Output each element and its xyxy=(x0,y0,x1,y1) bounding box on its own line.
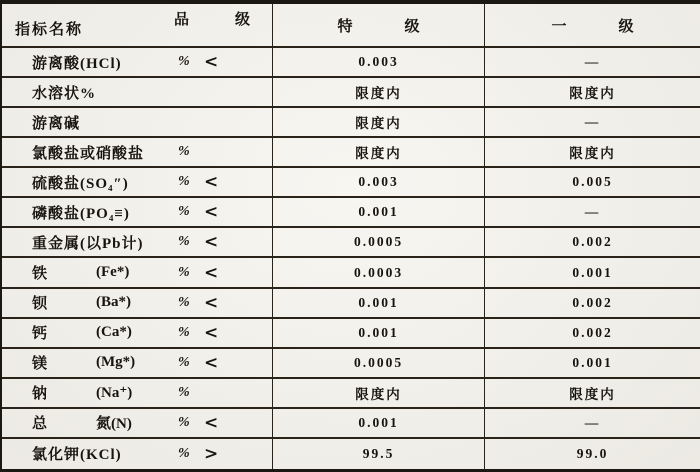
indicator-cell xyxy=(2,439,273,469)
header-corner-cell xyxy=(2,4,296,46)
comparator-sign: < xyxy=(204,412,219,433)
indicator-name: 钠 xyxy=(32,386,49,403)
special-grade-value: 限度内 xyxy=(273,108,485,136)
first-grade-value: — xyxy=(584,414,601,430)
special-grade-value: 0.001 xyxy=(273,409,485,437)
comparator-sign: > xyxy=(204,443,219,464)
comparator-sign: < xyxy=(204,232,219,253)
special-grade-value: 限度内 xyxy=(273,138,485,166)
special-grade-value: 0.001 xyxy=(273,198,485,226)
special-grade-value: 0.0003 xyxy=(273,258,485,286)
table-row xyxy=(2,48,700,78)
percent-unit: % xyxy=(178,144,190,160)
indicator-cell xyxy=(2,258,273,286)
first-grade-value: 0.002 xyxy=(572,294,613,310)
first-grade-value: 0.001 xyxy=(572,354,613,370)
table-row xyxy=(2,78,700,108)
comparator-sign: < xyxy=(204,262,219,283)
chemical-formula: (Na⁺) xyxy=(96,385,133,402)
indicator-name: 游离酸(HCl) xyxy=(32,55,122,72)
indicator-cell xyxy=(2,349,273,377)
header-first-grade-cell xyxy=(485,4,700,46)
indicator-name: 总 xyxy=(32,416,49,433)
first-grade-value: 99.0 xyxy=(576,445,609,461)
indicator-cell xyxy=(2,319,273,347)
first-grade-value: 0.002 xyxy=(572,234,613,250)
indicator-name: 硫酸盐(SO₄″) xyxy=(32,175,129,192)
percent-unit: % xyxy=(178,264,190,280)
indicator-name: 水溶状% xyxy=(32,85,97,102)
header-special-grade-cell xyxy=(273,4,485,46)
special-grade-value: 0.001 xyxy=(273,319,485,347)
comparator-sign: < xyxy=(204,202,219,223)
header-grade-group-label: 品级 xyxy=(173,12,296,28)
indicator-name: 重金属(以Pb计) xyxy=(32,235,144,252)
first-grade-value: 0.001 xyxy=(572,264,613,280)
table-row xyxy=(2,198,700,228)
percent-unit: % xyxy=(178,54,190,70)
percent-unit: % xyxy=(178,384,190,400)
indicator-cell xyxy=(2,78,273,106)
indicator-cell xyxy=(2,108,273,136)
first-grade-label: 一级 xyxy=(551,18,686,35)
indicator-name: 铁 xyxy=(32,266,49,283)
chemical-formula: (Fe*) xyxy=(96,264,130,281)
special-grade-value: 0.003 xyxy=(273,168,485,196)
indicator-cell xyxy=(2,168,273,196)
special-grade-value: 0.0005 xyxy=(273,228,485,256)
special-grade-value: 99.5 xyxy=(273,439,485,469)
first-grade-value: 0.002 xyxy=(572,324,613,340)
percent-unit: % xyxy=(178,324,190,340)
first-grade-value: — xyxy=(584,54,601,70)
table-row xyxy=(2,379,700,409)
table-row xyxy=(2,349,700,379)
percent-unit: % xyxy=(178,204,190,220)
indicator-name: 氯酸盐或硝酸盐 xyxy=(32,145,145,162)
table-header-row xyxy=(2,4,700,48)
table-row xyxy=(2,289,700,319)
percent-unit: % xyxy=(178,445,190,461)
indicator-cell xyxy=(2,379,273,407)
indicator-name: 游离碱 xyxy=(32,115,81,132)
special-grade-value: 限度内 xyxy=(273,379,485,407)
table-row xyxy=(2,138,700,168)
table-row xyxy=(2,168,700,198)
percent-unit: % xyxy=(178,174,190,190)
first-grade-value: 0.005 xyxy=(572,174,613,190)
special-grade-value: 0.003 xyxy=(273,48,485,76)
indicator-cell xyxy=(2,409,273,437)
special-grade-label: 特级 xyxy=(337,18,472,35)
indicator-cell xyxy=(2,228,273,256)
indicator-cell xyxy=(2,138,273,166)
first-grade-value: — xyxy=(584,204,601,220)
percent-unit: % xyxy=(178,294,190,310)
table-row xyxy=(2,108,700,138)
comparator-sign: < xyxy=(204,322,219,343)
first-grade-value: 限度内 xyxy=(569,146,616,162)
chemical-formula: (Mg*) xyxy=(96,354,136,371)
indicator-name: 钙 xyxy=(32,326,49,343)
comparator-sign: < xyxy=(204,292,219,313)
table-row xyxy=(2,439,700,469)
table-row xyxy=(2,228,700,258)
chemical-formula: 氮(N) xyxy=(96,416,132,433)
percent-unit: % xyxy=(178,354,190,370)
chemical-formula: (Ba*) xyxy=(96,294,131,311)
indicator-name: 镁 xyxy=(32,356,49,373)
first-grade-value: 限度内 xyxy=(569,86,616,102)
chemical-formula: (Ca*) xyxy=(96,324,132,341)
table-row xyxy=(2,258,700,288)
comparator-sign: < xyxy=(204,352,219,373)
indicator-cell xyxy=(2,198,273,226)
comparator-sign: < xyxy=(204,52,219,73)
special-grade-value: 0.001 xyxy=(273,289,485,317)
indicator-name: 磷酸盐(PO₄≡) xyxy=(32,205,130,222)
percent-unit: % xyxy=(178,414,190,430)
indicator-name: 氯化钾(KCl) xyxy=(32,447,122,464)
table-row xyxy=(2,319,700,349)
table-row xyxy=(2,409,700,439)
special-grade-value: 限度内 xyxy=(273,78,485,106)
indicator-name: 钡 xyxy=(32,296,49,313)
first-grade-value: — xyxy=(584,114,601,130)
indicator-cell xyxy=(2,48,273,76)
percent-unit: % xyxy=(178,234,190,250)
first-grade-value: 限度内 xyxy=(569,386,616,402)
indicator-cell xyxy=(2,289,273,317)
header-indicator-name-label: 指标名称 xyxy=(15,22,84,38)
comparator-sign: < xyxy=(204,172,219,193)
special-grade-value: 0.0005 xyxy=(273,349,485,377)
